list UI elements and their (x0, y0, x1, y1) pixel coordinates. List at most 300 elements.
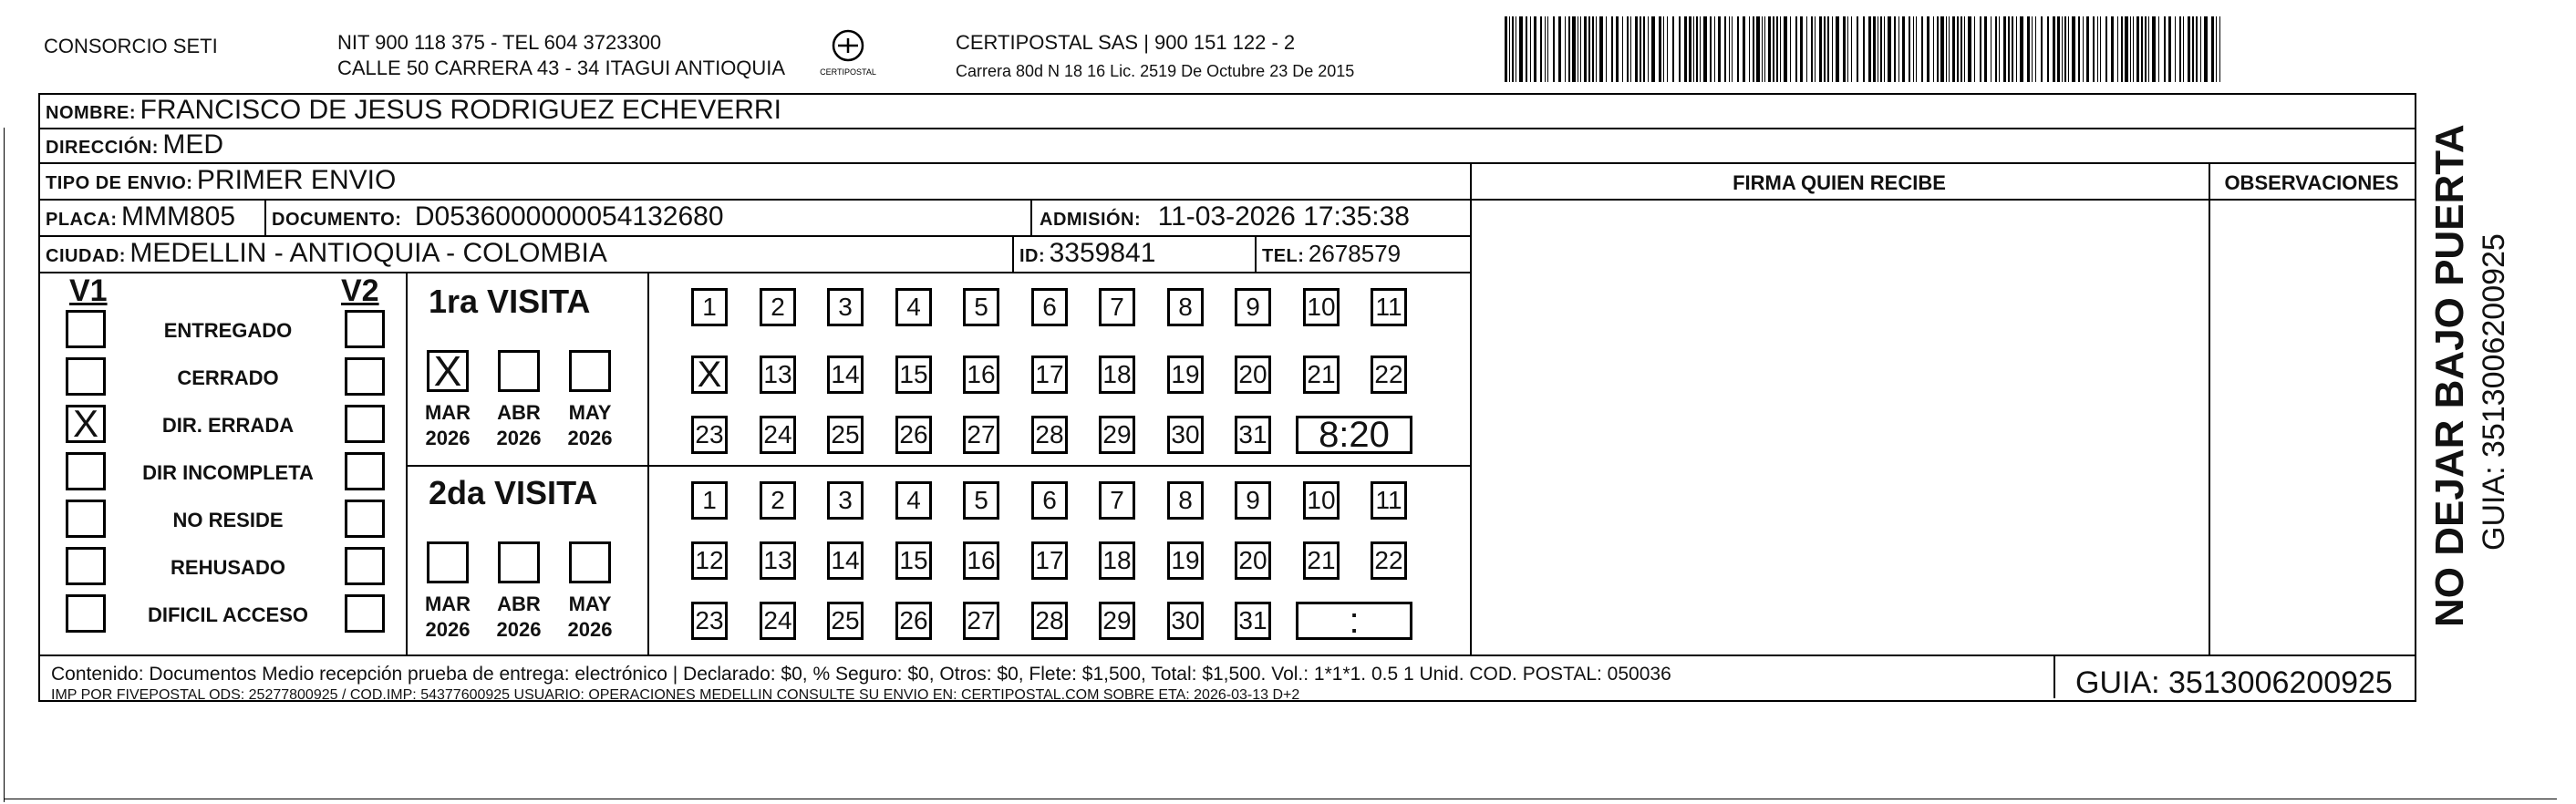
barcode-bar (1832, 16, 1833, 82)
barcode-bar (1743, 16, 1745, 82)
day-box: 19 (1167, 541, 1204, 580)
year-label: 2026 (496, 427, 542, 449)
visit2-title: 2da VISITA (429, 474, 598, 511)
admission-label: ADMISIÓN: (1040, 210, 1142, 230)
status-v2-checkbox (345, 405, 385, 443)
status-v1-checkbox (66, 357, 106, 396)
day-box: 11 (1371, 481, 1407, 520)
month-label: MAR (424, 593, 471, 615)
day-box: 2 (760, 288, 796, 326)
barcode-bar (2035, 16, 2036, 82)
barcode-bar (1592, 16, 1594, 82)
barcode-bar (1588, 16, 1590, 82)
day-box: 15 (895, 541, 932, 580)
barcode-bar (2057, 16, 2060, 82)
barcode-bar (1643, 16, 1645, 82)
divider (2054, 655, 2055, 698)
admission-value: 11-03-2026 17:35:38 (1157, 201, 1410, 232)
barcode-bar (2179, 16, 2181, 82)
barcode-bar (2133, 16, 2134, 82)
barcode-bar (2062, 16, 2063, 82)
day-box: 14 (827, 541, 864, 580)
day-box: 21 (1303, 541, 1340, 580)
name-label: NOMBRE: (46, 103, 137, 123)
document-value: D0536000000054132680 (414, 201, 724, 232)
barcode-bar (1898, 16, 1899, 82)
barcode-bar (1773, 16, 1774, 82)
barcode-bar (2008, 16, 2010, 82)
barcode-bar (1558, 16, 1561, 82)
barcode-bar (1916, 16, 1917, 82)
day-box: 21 (1303, 356, 1340, 394)
day-box: 26 (895, 416, 932, 454)
observations-header: OBSERVACIONES (2224, 171, 2399, 194)
barcode-bar (1873, 16, 1876, 82)
barcode-bar (2027, 16, 2030, 82)
barcode-bar (1630, 16, 1631, 82)
barcode-bar (2105, 16, 2107, 82)
day-box: 23 (691, 602, 728, 640)
day-box: 13 (760, 541, 796, 580)
divider (38, 162, 2415, 164)
status-label: DIR INCOMPLETA (142, 461, 314, 484)
day-box: 9 (1235, 288, 1271, 326)
barcode-bar (1968, 16, 1971, 82)
day-box: 2 (760, 481, 796, 520)
barcode-bar (2204, 16, 2208, 82)
month-label: ABR (497, 593, 541, 615)
barcode-bar (2003, 16, 2006, 82)
barcode-bar (1689, 16, 1691, 82)
day-box: 30 (1167, 602, 1204, 640)
barcode (1505, 16, 2234, 82)
day-box: 23 (691, 416, 728, 454)
city-cell (46, 238, 607, 269)
month-label: ABR (497, 401, 541, 424)
barcode-bar (1815, 16, 1816, 82)
signature-header: FIRMA QUIEN RECIBE (1733, 171, 1946, 194)
day-box: 13 (760, 356, 796, 394)
barcode-bar (1780, 16, 1781, 82)
day-box: 24 (760, 602, 796, 640)
barcode-bar (2086, 16, 2089, 82)
barcode-bar (2145, 16, 2147, 82)
barcode-bar (2130, 16, 2131, 82)
barcode-bar (2183, 16, 2184, 82)
day-box: 1 (691, 288, 728, 326)
day-box: 6 (1031, 481, 1068, 520)
barcode-bar (1790, 16, 1791, 82)
id-label: ID: (1019, 246, 1046, 266)
barcode-bar (1534, 16, 1536, 82)
month-label: MAR (424, 401, 471, 424)
day-box: 22 (1371, 356, 1407, 394)
day-box: 7 (1099, 481, 1135, 520)
document-label: DOCUMENTO: (272, 210, 402, 230)
status-label: NO RESIDE (172, 509, 284, 531)
month-checkbox (498, 350, 540, 392)
divider (406, 465, 1470, 467)
address-line: CALLE 50 CARRERA 43 - 34 ITAGUI ANTIOQUIA (337, 57, 786, 79)
side-guia: GUIA: 3513006200925 (2477, 233, 2511, 551)
barcode-bar (2158, 16, 2159, 82)
divider (1470, 162, 1472, 656)
day-box: 17 (1031, 541, 1068, 580)
barcode-bar (2117, 16, 2118, 82)
barcode-bar (2111, 16, 2114, 82)
barcode-bar (1553, 16, 1555, 82)
barcode-bar (1714, 16, 1715, 82)
barcode-bar (2083, 16, 2084, 82)
day-box: 11 (1371, 288, 1407, 326)
barcode-bar (2152, 16, 2156, 82)
month-checkbox (498, 541, 540, 583)
day-box: X (691, 356, 728, 394)
barcode-bar (2148, 16, 2149, 82)
footer-guia: GUIA: 3513006200925 (2075, 665, 2393, 700)
divider (406, 272, 408, 655)
barcode-bar (1880, 16, 1882, 82)
day-box: 4 (895, 481, 932, 520)
status-v1-checkbox (66, 500, 106, 538)
status-label: DIFICIL ACCESO (147, 603, 308, 626)
contents-line: Contenido: Documentos Medio recepción prueba de entrega: electrónico | Declarado: $0, % Seguro: $0, Otros: $0, Flete: $1,500, Total: $1,500. Vol.: 1*1*1. 0.5 1 Unid. COD. POSTAL: 050036 (51, 664, 1671, 685)
day-box: 6 (1031, 288, 1068, 326)
barcode-bar (1599, 16, 1603, 82)
barcode-bar (1776, 16, 1778, 82)
barcode-bar (1784, 16, 1787, 82)
barcode-bar (1756, 16, 1760, 82)
status-v2-checkbox (345, 500, 385, 538)
barcode-bar (1937, 16, 1939, 82)
barcode-bar (1836, 16, 1839, 82)
day-box: 3 (827, 288, 864, 326)
month-checkbox (569, 350, 611, 392)
day-box: 27 (963, 416, 999, 454)
barcode-bar (1800, 16, 1803, 82)
status-label: CERRADO (177, 366, 279, 389)
barcode-bar (1894, 16, 1896, 82)
day-box: 29 (1099, 416, 1135, 454)
barcode-bar (1580, 16, 1581, 82)
time-box: 8:20 (1296, 416, 1412, 454)
company-name: CONSORCIO SETI (44, 35, 218, 57)
day-box: 8 (1167, 481, 1204, 520)
barcode-bar (1667, 16, 1668, 82)
month-label: MAY (568, 401, 612, 424)
plate-cell (46, 201, 235, 232)
divider (264, 199, 266, 235)
day-box: 10 (1303, 288, 1340, 326)
barcode-bar (1700, 16, 1701, 82)
status-label: ENTREGADO (163, 319, 293, 342)
barcode-bar (1512, 16, 1514, 82)
barcode-bar (1710, 16, 1712, 82)
barcode-bar (1606, 16, 1607, 82)
courier-line: CERTIPOSTAL SAS | 900 151 122 - 2 (956, 31, 1296, 54)
barcode-bar (2200, 16, 2201, 82)
page-edge (4, 128, 5, 802)
barcode-bar (1545, 16, 1546, 82)
plate-label: PLACA: (46, 210, 118, 230)
barcode-bar (2072, 16, 2075, 82)
barcode-bar (1640, 16, 1641, 82)
barcode-bar (1952, 16, 1955, 82)
tel-label: TEL: (1262, 246, 1305, 266)
day-box: 30 (1167, 416, 1204, 454)
barcode-bar (1505, 16, 1507, 82)
day-box: 16 (963, 541, 999, 580)
day-box: 25 (827, 416, 864, 454)
barcode-bar (1863, 16, 1865, 82)
day-box: 28 (1031, 602, 1068, 640)
barcode-bar (1762, 16, 1763, 82)
day-box: 27 (963, 602, 999, 640)
barcode-bar (2141, 16, 2143, 82)
barcode-bar (1584, 16, 1587, 82)
day-box: 7 (1099, 288, 1135, 326)
barcode-bar (1663, 16, 1664, 82)
barcode-bar (1519, 16, 1523, 82)
status-v2-checkbox (345, 452, 385, 490)
nit-line: NIT 900 118 375 - TEL 604 3723300 (337, 31, 662, 54)
barcode-bar (1547, 16, 1548, 82)
day-box: 19 (1167, 356, 1204, 394)
barcode-bar (2216, 16, 2217, 82)
day-box: 25 (827, 602, 864, 640)
barcode-bar (2093, 16, 2095, 82)
id-cell (1019, 238, 1155, 269)
month-label: MAY (568, 593, 612, 615)
barcode-bar (1732, 16, 1733, 82)
barcode-bar (1764, 16, 1765, 82)
year-label: 2026 (567, 427, 613, 449)
barcode-bar (1526, 16, 1527, 82)
status-v1-checkbox (66, 547, 106, 585)
barcode-bar (2211, 16, 2214, 82)
barcode-bar (2064, 16, 2066, 82)
logo-text: CERTIPOSTAL (820, 67, 876, 77)
barcode-bar (2041, 16, 2043, 82)
address-label: DIRECCIÓN: (46, 138, 159, 158)
day-box: 22 (1371, 541, 1407, 580)
barcode-bar (2078, 16, 2080, 82)
barcode-bar (2016, 16, 2017, 82)
day-box: 20 (1235, 541, 1271, 580)
status-v2-checkbox (345, 594, 385, 633)
barcode-bar (2192, 16, 2194, 82)
city-label: CIUDAD: (46, 246, 126, 266)
v2-label: V2 (341, 273, 379, 308)
barcode-bar (1927, 16, 1929, 82)
barcode-bar (1703, 16, 1707, 82)
day-box: 8 (1167, 288, 1204, 326)
barcode-bar (1530, 16, 1531, 82)
barcode-bar (1729, 16, 1730, 82)
barcode-bar (1718, 16, 1721, 82)
barcode-bar (1949, 16, 1950, 82)
status-v1-checkbox (66, 594, 106, 633)
barcode-bar (2020, 16, 2023, 82)
barcode-bar (1679, 16, 1681, 82)
barcode-bar (1611, 16, 1613, 82)
status-v1-checkbox: X (66, 405, 106, 443)
plate-value: MMM805 (121, 201, 236, 232)
barcode-bar (1824, 16, 1826, 82)
divider (647, 272, 649, 655)
imp-line: IMP POR FIVEPOSTAL ODS: 25277800925 / COD.IMP: 54377600925 USUARIO: OPERACIONES MEDELLIN CONSULTE SU ENVIO EN: CERTIPOSTAL.COM SOBRE ETA: 2026-03-13 D+2 (51, 687, 1300, 703)
visit1-title: 1ra VISITA (429, 283, 591, 320)
tel-value: 2678579 (1308, 240, 1402, 267)
status-v1-checkbox (66, 310, 106, 348)
barcode-bar (1999, 16, 2000, 82)
barcode-bar (1596, 16, 1597, 82)
year-label: 2026 (425, 427, 471, 449)
month-checkbox (427, 541, 469, 583)
divider (38, 655, 2415, 656)
barcode-bar (1902, 16, 1905, 82)
address-row (46, 129, 223, 160)
barcode-bar (2012, 16, 2013, 82)
day-box: 20 (1235, 356, 1271, 394)
day-box: 9 (1235, 481, 1271, 520)
barcode-bar (1857, 16, 1858, 82)
barcode-bar (2097, 16, 2098, 82)
barcode-bar (1659, 16, 1661, 82)
status-v2-checkbox (345, 310, 385, 348)
barcode-bar (1964, 16, 1965, 82)
id-value: 3359841 (1049, 238, 1156, 268)
barcode-bar (1884, 16, 1885, 82)
barcode-bar (1724, 16, 1726, 82)
barcode-bar (1984, 16, 1987, 82)
barcode-bar (2168, 16, 2171, 82)
barcode-bar (1635, 16, 1638, 82)
day-box: 26 (895, 602, 932, 640)
status-v2-checkbox (345, 357, 385, 396)
barcode-bar (2121, 16, 2123, 82)
barcode-bar (2164, 16, 2166, 82)
barcode-bar (1572, 16, 1576, 82)
year-label: 2026 (425, 618, 471, 641)
day-box: 5 (963, 481, 999, 520)
barcode-bar (1811, 16, 1813, 82)
status-label: DIR. ERRADA (161, 414, 295, 437)
barcode-bar (1819, 16, 1822, 82)
v1-label: V1 (69, 273, 108, 308)
barcode-bar (1921, 16, 1923, 82)
day-box: 15 (895, 356, 932, 394)
certipostal-logo (816, 26, 880, 80)
day-box: 17 (1031, 356, 1068, 394)
barcode-bar (1616, 16, 1619, 82)
recipient-address: MED (162, 129, 224, 160)
barcode-bar (1622, 16, 1623, 82)
barcode-bar (1888, 16, 1891, 82)
month-checkbox (569, 541, 611, 583)
recipient-name: FRANCISCO DE JESUS RODRIGUEZ ECHEVERRI (140, 95, 781, 125)
barcode-bar (1684, 16, 1687, 82)
divider (38, 272, 1470, 273)
city-value: MEDELLIN - ANTIOQUIA - COLOMBIA (129, 238, 607, 268)
day-box: 3 (827, 481, 864, 520)
no-under-door-warning: NO DEJAR BAJO PUERTA (2427, 124, 2472, 627)
barcode-bar (1940, 16, 1944, 82)
admission-cell (1040, 201, 1410, 232)
day-box: 16 (963, 356, 999, 394)
ship-type: PRIMER ENVIO (196, 165, 397, 195)
year-label: 2026 (496, 618, 542, 641)
barcode-bar (1696, 16, 1698, 82)
day-box: 31 (1235, 416, 1271, 454)
barcode-bar (1737, 16, 1739, 82)
barcode-bar (1540, 16, 1542, 82)
barcode-bar (2032, 16, 2033, 82)
barcode-bar (1974, 16, 1975, 82)
barcode-bar (1909, 16, 1910, 82)
barcode-bar (1768, 16, 1771, 82)
barcode-bar (2053, 16, 2055, 82)
barcode-bar (1913, 16, 1914, 82)
barcode-bar (1847, 16, 1848, 82)
day-box: 12 (691, 541, 728, 580)
day-box: 29 (1099, 602, 1135, 640)
barcode-bar (1827, 16, 1829, 82)
day-box: 18 (1099, 356, 1135, 394)
barcode-bar (2196, 16, 2198, 82)
barcode-bar (1843, 16, 1846, 82)
day-box: 24 (760, 416, 796, 454)
divider (1012, 235, 1014, 272)
divider (1030, 199, 1032, 235)
barcode-bar (1565, 16, 1566, 82)
barcode-bar (1648, 16, 1649, 82)
divider (2209, 162, 2210, 656)
barcode-bar (2100, 16, 2101, 82)
barcode-bar (2188, 16, 2190, 82)
barcode-bar (2136, 16, 2139, 82)
ship-type-row (46, 165, 396, 196)
barcode-bar (1868, 16, 1871, 82)
year-label: 2026 (567, 618, 613, 641)
barcode-bar (2125, 16, 2128, 82)
day-box: 28 (1031, 416, 1068, 454)
barcode-bar (1753, 16, 1754, 82)
barcode-bar (2219, 16, 2220, 82)
barcode-bar (2175, 16, 2176, 82)
day-box: 10 (1303, 481, 1340, 520)
barcode-bar (1946, 16, 1947, 82)
time-box: : (1296, 602, 1412, 640)
barcode-bar (1933, 16, 1934, 82)
barcode-bar (1851, 16, 1852, 82)
divider (1255, 235, 1257, 272)
day-box: 31 (1235, 602, 1271, 640)
document-cell (272, 201, 724, 232)
divider (38, 128, 2415, 129)
barcode-bar (1957, 16, 1959, 82)
ship-type-label: TIPO DE ENVIO: (46, 173, 193, 193)
barcode-bar (1509, 16, 1510, 82)
status-v1-checkbox (66, 452, 106, 490)
barcode-bar (1627, 16, 1629, 82)
month-checkbox: X (427, 350, 469, 392)
barcode-bar (1568, 16, 1570, 82)
barcode-bar (2047, 16, 2049, 82)
day-box: 14 (827, 356, 864, 394)
status-label: REHUSADO (171, 556, 285, 579)
barcode-bar (1651, 16, 1655, 82)
